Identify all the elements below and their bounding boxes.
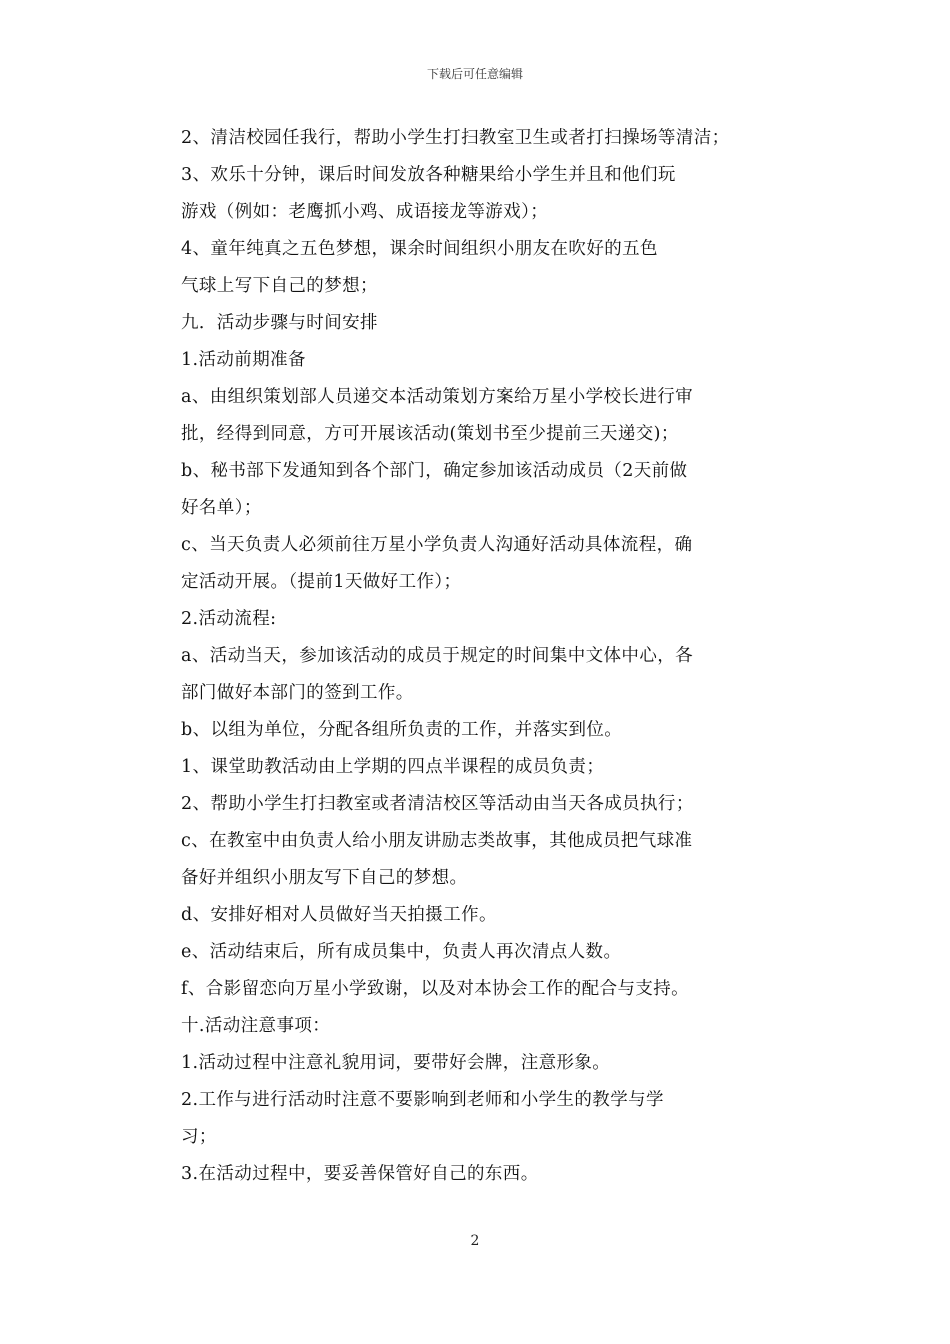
text-line: 批，经得到同意，方可开展该活动(策划书至少提前三天递交)； — [181, 424, 679, 444]
text-line: 1.活动过程中注意礼貌用词，要带好会牌，注意形象。 — [181, 1053, 611, 1073]
document-body — [181, 120, 781, 1193]
text-line: 3、欢乐十分钟，课后时间发放各种糖果给小学生并且和他们玩 — [181, 165, 676, 185]
text-line: b、秘书部下发通知到各个部门，确定参加该活动成员（2天前做 — [181, 461, 688, 481]
text-line: a、活动当天，参加该活动的成员于规定的时间集中文体中心，各 — [181, 646, 694, 666]
text-line: 游戏（例如：老鹰抓小鸡、成语接龙等游戏）； — [181, 202, 549, 222]
text-line: 定活动开展。（提前1天做好工作）； — [181, 572, 462, 592]
text-line: 好名单）； — [181, 498, 262, 518]
text-line: 2.工作与进行活动时注意不要影响到老师和小学生的教学与学 — [181, 1090, 664, 1110]
text-line: 2、清洁校园任我行，帮助小学生打扫教室卫生或者打扫操场等清洁； — [181, 128, 730, 148]
text-line: 3.在活动过程中，要妥善保管好自己的东西。 — [181, 1164, 539, 1184]
text-line: b、以组为单位，分配各组所负责的工作，并落实到位。 — [181, 720, 623, 740]
text-line: 2、帮助小学生打扫教室或者清洁校区等活动由当天各成员执行； — [181, 794, 694, 814]
text-line: a、由组织策划部人员递交本活动策划方案给万星小学校长进行审 — [181, 387, 694, 407]
text-line: 气球上写下自己的梦想； — [181, 276, 378, 296]
subsection-heading: 2.活动流程: — [181, 609, 277, 629]
page-number: 2 — [470, 1233, 480, 1249]
text-line: 备好并组织小朋友写下自己的梦想。 — [181, 868, 468, 888]
text-line: c、在教室中由负责人给小朋友讲励志类故事，其他成员把气球准 — [181, 831, 693, 851]
text-line: d、安排好相对人员做好当天拍摄工作。 — [181, 905, 497, 925]
page-header: 下载后可任意编辑 — [426, 67, 523, 81]
text-line: 1、课堂助教活动由上学期的四点半课程的成员负责； — [181, 757, 605, 777]
text-line: f、合影留恋向万星小学致谢，以及对本协会工作的配合与支持。 — [181, 979, 690, 999]
text-line: c、当天负责人必须前往万星小学负责人沟通好活动具体流程，确 — [181, 535, 693, 555]
text-line: 部门做好本部门的签到工作。 — [181, 683, 414, 703]
section-heading: 十.活动注意事项： — [181, 1016, 331, 1036]
subsection-heading: 1.活动前期准备 — [181, 350, 306, 370]
text-line: e、活动结束后，所有成员集中，负责人再次清点人数。 — [181, 942, 622, 962]
text-line: 习； — [181, 1127, 217, 1147]
section-heading: 九．活动步骤与时间安排 — [181, 313, 378, 333]
text-line: 4、童年纯真之五色梦想，课余时间组织小朋友在吹好的五色 — [181, 239, 658, 259]
